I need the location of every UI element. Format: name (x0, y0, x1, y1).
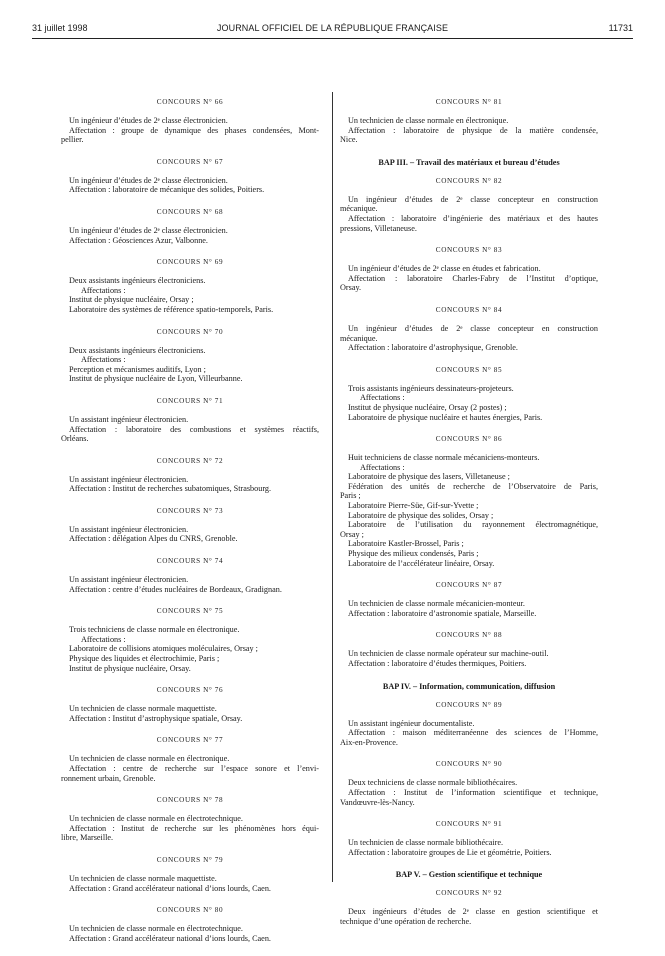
text-line: Physique des milieux condensés, Paris ; (348, 549, 479, 559)
text-line: Institut de physique nucléaire de Lyon, Villeurbanne. (69, 374, 243, 384)
text-line: Affectation : laboratoire de mécanique des solides, Poitiers. (69, 185, 265, 195)
text-line: Affectation : Géosciences Azur, Valbonne. (69, 235, 208, 245)
concours-title: CONCOURS N° 73 (156, 506, 224, 515)
text-line: Paris ; (340, 491, 361, 501)
concours-entry (61, 607, 319, 673)
text-line: technique d’une opération de recherche. (340, 916, 472, 926)
text-line: Affectations : (81, 634, 126, 644)
text-line: Affectation : laboratoire groupes de Lie et géométrie, Poitiers. (348, 847, 552, 857)
text-line: Deux ingénieurs d’études de 2ᵉ classe en gestion scientifique et (348, 907, 598, 917)
concours-entry (340, 760, 598, 807)
concours-title: CONCOURS N° 86 (435, 435, 503, 444)
text-line: Fédération des unités de recherche de l’Observatoire de Paris, (348, 481, 598, 491)
text-line: Affectation : Grand accélérateur national d’ions lourds, Caen. (69, 883, 271, 893)
section-heading: BAP IV. – Information, communication, diffusion (382, 681, 556, 691)
page-number: 11731 (608, 23, 633, 33)
text-line: Laboratoire de l’accélérateur linéaire, Orsay. (348, 558, 495, 568)
text-line: Deux assistants ingénieurs électroniciens. (69, 345, 206, 355)
text-line: Affectation : groupe de dynamique des phases condensées, Mont- (69, 125, 319, 135)
text-line: Affectations : (360, 393, 405, 403)
concours-entry (61, 906, 319, 943)
concours-title: CONCOURS N° 76 (156, 686, 224, 695)
concours-entry (340, 820, 598, 857)
concours-title: CONCOURS N° 69 (156, 258, 224, 267)
text-line: Affectation : laboratoire de physique de la matière condensée, (348, 125, 598, 135)
text-line: Un technicien de classe normale maquettiste. (69, 704, 217, 714)
text-line: Institut de physique nucléaire, Orsay (2 postes) ; (348, 402, 507, 412)
text-line: Orléans. (61, 434, 89, 444)
concours-title: CONCOURS N° 67 (156, 157, 224, 166)
concours-entry (340, 631, 598, 668)
concours-entry (61, 686, 319, 723)
text-line: Affectation : Grand accélérateur national d’ions lourds, Caen. (69, 933, 271, 943)
concours-title: CONCOURS N° 87 (435, 581, 503, 590)
text-line: pellier. (61, 135, 84, 145)
text-line: Un ingénieur d’études de 2ᵉ classe concepteur en construction (348, 323, 598, 333)
concours-entry (340, 581, 598, 618)
text-line: Affectation : centre de recherche sur l’espace sonore et l’envi- (69, 764, 319, 773)
text-line: Affectation : laboratoire d’astronomie spatiale, Marseille. (348, 608, 537, 618)
concours-entry (61, 397, 319, 444)
page-header (32, 23, 633, 35)
text-line: Deux assistants ingénieurs électroniciens. (69, 276, 206, 286)
text-line: Laboratoire de l’utilisation du rayonnement électromagnétique, (348, 520, 598, 530)
concours-title: CONCOURS N° 70 (156, 327, 224, 336)
text-line: Un ingénieur d’études de 2ᵉ classe concepteur en construction (348, 194, 598, 204)
column-divider (332, 92, 333, 882)
text-line: Affectations : (81, 355, 126, 365)
concours-title: CONCOURS N° 74 (156, 557, 224, 566)
text-line: Un assistant ingénieur électronicien. (69, 474, 189, 484)
text-line: Affectation : laboratoire d’astrophysique, Grenoble. (348, 343, 518, 353)
left-column (61, 98, 319, 956)
text-line: Un technicien de classe normale en électrotechnique. (69, 924, 243, 934)
text-line: Aix-en-Provence. (340, 737, 398, 747)
text-line: Un technicien de classe normale en électrotechnique. (69, 814, 243, 824)
text-line: Affectation : maison méditerranéenne des sciences de l’Homme, (348, 728, 598, 738)
text-line: Un technicien de classe normale en électronique. (69, 754, 230, 764)
concours-title: CONCOURS N° 75 (156, 607, 224, 616)
text-line: Un assistant ingénieur électronicien. (69, 575, 189, 585)
text-line: Un technicien de classe normale mécanicien-monteur. (348, 599, 525, 609)
text-line: pressions, Villetaneuse. (340, 223, 417, 233)
concours-title: CONCOURS N° 77 (156, 736, 224, 745)
text-line: Un ingénieur d’études de 2ᵉ classe électronicien. (69, 225, 228, 235)
text-line: Affectation : laboratoire des combustions et systèmes réactifs, (69, 424, 319, 434)
concours-title: CONCOURS N° 79 (156, 855, 224, 864)
concours-entry (61, 457, 319, 494)
concours-entry (340, 889, 598, 926)
concours-title: CONCOURS N° 78 (156, 796, 224, 805)
concours-entry (340, 246, 598, 293)
text-line: Un ingénieur d’études de 2ᵉ classe électronicien. (69, 116, 228, 125)
concours-title: CONCOURS N° 82 (435, 176, 503, 185)
text-line: mécanique. (340, 333, 378, 343)
concours-entry (61, 507, 319, 544)
concours-title: CONCOURS N° 83 (435, 246, 503, 255)
concours-entry (61, 328, 319, 384)
text-line: Laboratoire de physique nucléaire et hautes énergies, Paris. (348, 412, 543, 422)
text-line: Laboratoire de collisions atomiques moléculaires, Orsay ; (69, 644, 258, 654)
text-line: Affectation : centre d’études nucléaires de Bordeaux, Gradignan. (69, 584, 282, 594)
journal-title: JOURNAL OFFICIEL DE LA RÉPUBLIQUE FRANÇAISE (216, 23, 449, 33)
text-line: Affectation : Institut de recherches subatomiques, Strasbourg. (69, 484, 272, 494)
text-line: Un assistant ingénieur électronicien. (69, 414, 189, 424)
text-line: Affectation : laboratoire d’ingénierie des matériaux et des hautes (348, 213, 598, 223)
concours-entry (340, 177, 598, 233)
text-line: Orsay. (340, 283, 362, 293)
text-line: Huit techniciens de classe normale mécaniciens-monteurs. (348, 453, 540, 463)
concours-title: CONCOURS N° 91 (435, 820, 503, 829)
section-heading: BAP III. – Travail des matériaux et bureau d’études (378, 157, 560, 167)
concours-entry (61, 98, 319, 145)
section-heading: BAP V. – Gestion scientifique et technique (395, 870, 543, 880)
concours-entry (61, 736, 319, 783)
text-line: Laboratoire Kastler-Brossel, Paris ; (348, 539, 464, 549)
concours-title: CONCOURS N° 71 (156, 396, 224, 405)
text-line: Institut de physique nucléaire, Orsay. (69, 663, 191, 673)
text-line: Laboratoire de physique des lasers, Villetaneuse ; (348, 472, 510, 482)
concours-entry (61, 856, 319, 893)
text-line: Vandœuvre-lès-Nancy. (340, 797, 415, 807)
text-line: Un assistant ingénieur électronicien. (69, 524, 189, 534)
header-rule (32, 38, 633, 39)
text-line: Affectation : délégation Alpes du CNRS, Grenoble. (69, 534, 238, 544)
text-line: Un ingénieur d’études de 2ᵉ classe électronicien. (69, 175, 228, 185)
text-line: ronnement urbain, Grenoble. (61, 773, 156, 783)
concours-title: CONCOURS N° 85 (435, 365, 503, 374)
concours-entry (340, 366, 598, 422)
right-column (340, 98, 598, 940)
text-line: Laboratoire des systèmes de référence spatio-temporels, Paris. (69, 304, 274, 314)
concours-entry (61, 557, 319, 594)
text-line: Un assistant ingénieur documentaliste. (348, 718, 475, 728)
text-line: Physique des liquides et électrochimie, Paris ; (69, 654, 220, 664)
concours-title: CONCOURS N° 88 (435, 631, 503, 640)
text-line: Affectation : Institut de l’information scientifique et technique, (348, 787, 598, 797)
text-line: Affectation : Institut de recherche sur les phénomènes hors équi- (69, 823, 319, 833)
concours-entry (61, 796, 319, 843)
concours-title: CONCOURS N° 81 (435, 98, 503, 106)
text-line: Un technicien de classe normale en électronique. (348, 116, 509, 125)
concours-entry (340, 306, 598, 353)
concours-title: CONCOURS N° 68 (156, 207, 224, 216)
concours-entry (340, 98, 598, 145)
text-line: Orsay ; (340, 529, 364, 539)
text-line: Affectations : (81, 285, 126, 295)
text-line: Laboratoire de physique des solides, Orsay ; (348, 510, 494, 520)
concours-entry (61, 208, 319, 245)
text-line: Un technicien de classe normale opérateur sur machine-outil. (348, 649, 549, 659)
text-line: libre, Marseille. (61, 833, 114, 843)
text-line: Affectation : laboratoire d’études thermiques, Poitiers. (348, 659, 527, 668)
concours-entry (340, 435, 598, 568)
text-line: Affectations : (360, 462, 405, 472)
text-line: Un ingénieur d’études de 2ᵉ classe en études et fabrication. (348, 264, 541, 274)
text-line: Un technicien de classe normale bibliothécaire. (348, 838, 504, 848)
text-line: Institut de physique nucléaire, Orsay ; (69, 295, 194, 305)
text-line: Laboratoire Pierre-Süe, Gif-sur-Yvette ; (348, 501, 479, 511)
text-line: Affectation : Institut d’astrophysique spatiale, Orsay. (69, 713, 243, 723)
concours-entry (61, 258, 319, 314)
concours-entry (61, 158, 319, 195)
concours-title: CONCOURS N° 89 (435, 700, 503, 709)
text-line: mécanique. (340, 204, 378, 214)
text-line: Deux techniciens de classe normale bibliothécaires. (348, 778, 518, 788)
concours-title: CONCOURS N° 84 (435, 305, 503, 314)
text-line: Affectation : laboratoire Charles-Fabry de l’Institut d’optique, (348, 273, 598, 283)
concours-entry (340, 701, 598, 748)
concours-title: CONCOURS N° 72 (156, 456, 224, 465)
text-line: Trois assistants ingénieurs dessinateurs-projeteurs. (348, 383, 514, 393)
concours-title: CONCOURS N° 80 (156, 906, 224, 915)
text-line: Nice. (340, 135, 358, 145)
concours-title: CONCOURS N° 90 (435, 760, 503, 769)
text-line: Un technicien de classe normale maquettiste. (69, 873, 217, 883)
concours-title: CONCOURS N° 92 (435, 889, 503, 898)
text-line: Perception et mécanismes auditifs, Lyon ; (69, 364, 206, 374)
concours-title: CONCOURS N° 66 (156, 98, 224, 106)
issue-date: 31 juillet 1998 (32, 23, 88, 33)
text-line: Trois techniciens de classe normale en électronique. (69, 625, 240, 635)
